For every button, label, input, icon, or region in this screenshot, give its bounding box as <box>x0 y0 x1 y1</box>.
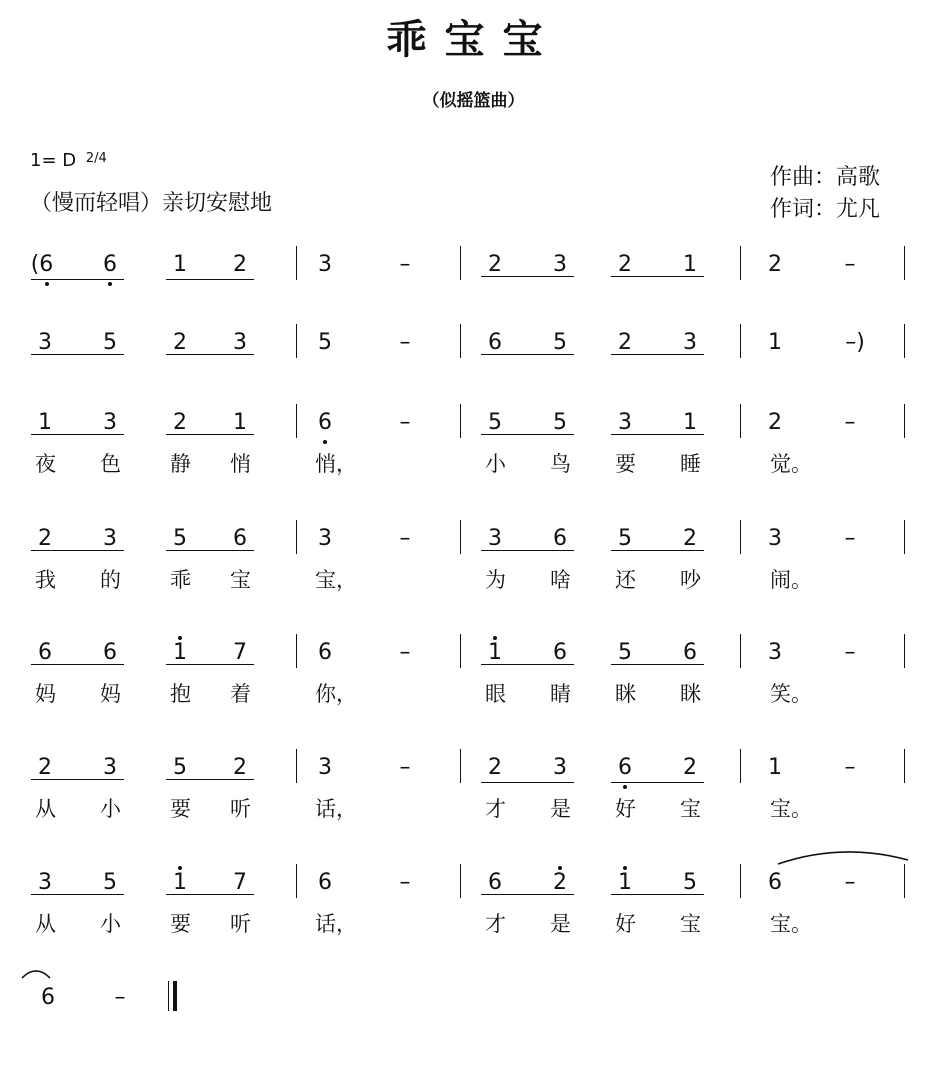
note: 7 <box>233 640 247 665</box>
note: 1 <box>173 252 187 277</box>
lyric-syllable: 小 <box>485 452 506 476</box>
lyricist-credit: 作词：尤凡 <box>770 197 881 222</box>
lyric-syllable: 我 <box>35 568 56 592</box>
note: 7 <box>233 870 247 895</box>
lyric-syllable: 啥 <box>550 568 571 592</box>
lyric-syllable: 睛 <box>550 682 571 706</box>
note: 5 <box>553 410 567 435</box>
lyric-syllable: 你， <box>315 682 357 706</box>
note: 3 <box>683 330 697 355</box>
note: 3 <box>768 640 782 665</box>
note: 3 <box>103 755 117 780</box>
note: – <box>399 870 411 895</box>
lyric-syllable: 从 <box>35 912 56 936</box>
note: 2 <box>233 755 247 780</box>
lyric-syllable: 宝 <box>680 912 701 936</box>
note: 6 <box>103 640 117 665</box>
note: 6 <box>318 410 332 435</box>
note: 2 <box>173 330 187 355</box>
note: 6 <box>488 870 502 895</box>
note: 1 <box>683 410 697 435</box>
note: – <box>399 640 411 665</box>
note: 1 <box>683 252 697 277</box>
note: 6 <box>103 252 117 277</box>
note: – <box>844 640 856 665</box>
note: 6 <box>618 755 632 780</box>
note: 5 <box>318 330 332 355</box>
note: 3 <box>318 252 332 277</box>
lyric-syllable: 从 <box>35 797 56 821</box>
lyric-syllable: 听 <box>230 797 251 821</box>
lyric-syllable: 的 <box>100 568 121 592</box>
lyric-syllable: 夜 <box>35 452 56 476</box>
lyric-syllable: 吵 <box>680 568 701 592</box>
note: – <box>844 410 856 435</box>
lyric-syllable: 宝。 <box>770 797 812 821</box>
lyric-syllable: 妈 <box>35 682 56 706</box>
lyric-syllable: 宝 <box>680 797 701 821</box>
note: 2 <box>38 526 52 551</box>
note: 6 <box>38 640 52 665</box>
note: 2 <box>683 755 697 780</box>
lyric-syllable: 色 <box>100 452 121 476</box>
note: 1 <box>38 410 52 435</box>
lyric-syllable: 才 <box>485 912 506 936</box>
note: – <box>114 985 126 1010</box>
note: 3 <box>553 252 567 277</box>
note: 3 <box>618 410 632 435</box>
lyric-syllable: 好 <box>615 797 636 821</box>
key-label: 1= D <box>30 150 77 171</box>
note: 5 <box>103 870 117 895</box>
lyric-syllable: 觉。 <box>770 452 812 476</box>
note: 3 <box>488 526 502 551</box>
note: 5 <box>103 330 117 355</box>
note: 3 <box>318 526 332 551</box>
note: 2 <box>488 755 502 780</box>
lyric-syllable: 宝。 <box>770 912 812 936</box>
note: 2 <box>768 252 782 277</box>
lyric-syllable: 着 <box>230 682 251 706</box>
note: 3 <box>233 330 247 355</box>
lyric-syllable: 听 <box>230 912 251 936</box>
note: 5 <box>173 526 187 551</box>
note: – <box>844 870 856 895</box>
lyric-syllable: 话， <box>315 797 357 821</box>
note: 6 <box>41 985 55 1010</box>
lyric-syllable: 鸟 <box>550 452 571 476</box>
note: 2 <box>488 252 502 277</box>
lyric-syllable: 抱 <box>170 682 191 706</box>
note: 3 <box>768 526 782 551</box>
note: 1 <box>618 870 632 895</box>
note: – <box>399 330 411 355</box>
note: 1 <box>768 755 782 780</box>
lyric-syllable: 要 <box>170 912 191 936</box>
time-signature: 2/4 <box>85 151 107 166</box>
lyric-syllable: 宝， <box>315 568 357 592</box>
note: 5 <box>683 870 697 895</box>
lyric-syllable: 睡 <box>680 452 701 476</box>
note: – <box>399 755 411 780</box>
note: 2 <box>38 755 52 780</box>
lyric-syllable: 要 <box>615 452 636 476</box>
note: 1 <box>173 870 187 895</box>
note: 3 <box>103 410 117 435</box>
composer-credit: 作曲：高歌 <box>770 165 881 190</box>
note: 5 <box>618 526 632 551</box>
lyric-syllable: 小 <box>100 797 121 821</box>
note: 5 <box>173 755 187 780</box>
note: 1 <box>488 640 502 665</box>
lyric-syllable: 悄 <box>230 452 251 476</box>
lyric-syllable: 是 <box>550 912 571 936</box>
lyric-syllable: 还 <box>615 568 636 592</box>
note: 2 <box>768 410 782 435</box>
lyric-syllable: 妈 <box>100 682 121 706</box>
note: 5 <box>618 640 632 665</box>
lyric-syllable: 笑。 <box>770 682 812 706</box>
note: (6 <box>30 252 54 277</box>
note: 2 <box>553 870 567 895</box>
lyric-syllable: 静 <box>170 452 191 476</box>
lyric-syllable: 宝 <box>230 568 251 592</box>
lyric-syllable: 眯 <box>680 682 701 706</box>
note: – <box>844 526 856 551</box>
note: 1 <box>768 330 782 355</box>
tempo-marking: （慢而轻唱）亲切安慰地 <box>30 191 273 216</box>
note: – <box>399 410 411 435</box>
note: 6 <box>683 640 697 665</box>
tie-arc-continuation <box>22 971 50 978</box>
note: 2 <box>618 330 632 355</box>
note: 5 <box>553 330 567 355</box>
lyric-syllable: 是 <box>550 797 571 821</box>
note: 6 <box>553 526 567 551</box>
title: 乖宝宝 <box>386 17 561 63</box>
note: 1 <box>173 640 187 665</box>
note: – <box>399 526 411 551</box>
subtitle: （似摇篮曲） <box>422 91 525 111</box>
note: 6 <box>553 640 567 665</box>
note: 1 <box>233 410 247 435</box>
lyric-syllable: 闹。 <box>770 568 812 592</box>
note: 6 <box>488 330 502 355</box>
note: –) <box>845 330 865 355</box>
lyric-syllable: 话， <box>315 912 357 936</box>
note: 3 <box>38 870 52 895</box>
lyric-syllable: 才 <box>485 797 506 821</box>
lyric-syllable: 眼 <box>485 682 506 706</box>
note: 6 <box>318 640 332 665</box>
note: 2 <box>233 252 247 277</box>
note: – <box>844 252 856 277</box>
lyric-syllable: 要 <box>170 797 191 821</box>
lyric-syllable: 为 <box>485 568 506 592</box>
note: – <box>844 755 856 780</box>
note: 6 <box>768 870 782 895</box>
note: 3 <box>553 755 567 780</box>
note: 3 <box>318 755 332 780</box>
note: 3 <box>103 526 117 551</box>
note: 5 <box>488 410 502 435</box>
lyric-syllable: 小 <box>100 912 121 936</box>
note: – <box>399 252 411 277</box>
tie-arc <box>778 852 908 864</box>
note: 3 <box>38 330 52 355</box>
note: 6 <box>233 526 247 551</box>
lyric-syllable: 乖 <box>170 568 191 592</box>
note: 2 <box>618 252 632 277</box>
lyric-syllable: 眯 <box>615 682 636 706</box>
note: 2 <box>173 410 187 435</box>
lyric-syllable: 好 <box>615 912 636 936</box>
note: 2 <box>683 526 697 551</box>
note: 6 <box>318 870 332 895</box>
lyric-syllable: 悄， <box>315 452 357 476</box>
